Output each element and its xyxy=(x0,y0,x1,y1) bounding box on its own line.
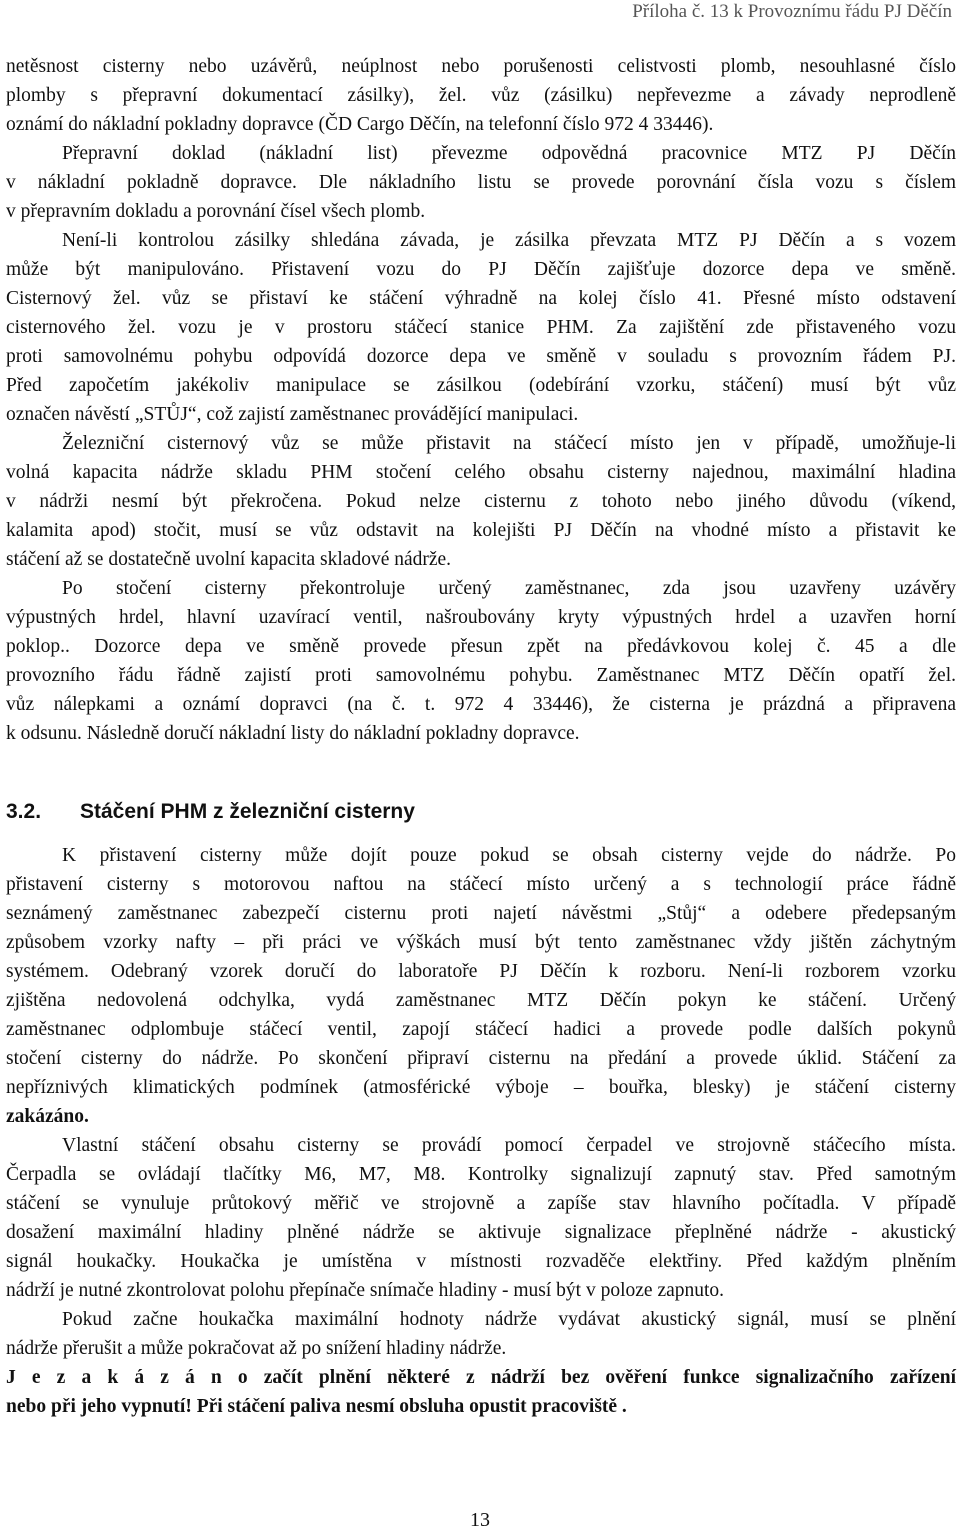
page-number: 13 xyxy=(470,1509,490,1531)
text-line: vůz nálepkami a oznámí dopravci (na č. t. 972 4 33446), že cisterna je prázdná a připravena xyxy=(6,694,956,715)
document-body xyxy=(6,52,956,1421)
text-line: signál houkačky. Houkačka je umístěna v místnosti rozvaděče elektřiny. Před každým plněním xyxy=(6,1251,956,1272)
text-line: nádrží je nutné zkontrolovat polohu přepínače snímače hladiny - musí být v poloze zapnuto. xyxy=(6,1280,725,1301)
text-line: způsobem vzorky nafty – při práci ve výškách musí být tento zaměstnanec vždy jištěn záchytným xyxy=(6,932,956,953)
text-line: Není-li kontrolou zásilky shledána závada, je zásilka převzata MTZ PJ Děčín a s vozem xyxy=(62,230,956,251)
text-line: zaměstnanec odplombuje stáčecí ventil, zapojí stáčecí hadici a provede podle dalších pokynů xyxy=(6,1019,956,1040)
text-line: k odsunu. Následně doručí nákladní listy do nákladní pokladny dopravce. xyxy=(6,723,580,744)
section-number: 3.2. xyxy=(6,800,42,823)
page-header: Příloha č. 13 k Provoznímu řádu PJ Děčín xyxy=(632,1,952,22)
text-line: volná kapacita nádrže skladu PHM stočení celého obsahu cisterny najednou, maximální hladina xyxy=(6,462,956,483)
text-line: v nákladní pokladně dopravce. Dle nákladního listu se provede porovnání čísla vozu s číslem xyxy=(6,172,956,193)
section-title: Stáčení PHM z železniční cisterny xyxy=(80,800,415,823)
text-line: Po stočení cisterny překontroluje určený zaměstnanec, zda jsou uzavřeny uzávěry xyxy=(62,578,956,599)
text-line: K přistavení cisterny může dojít pouze pokud se obsah cisterny vejde do nádrže. Po xyxy=(62,845,956,866)
text-line: výpustných hrdel, hlavní uzavírací ventil, našroubovány kryty výpustných hrdel a uzavřen horní xyxy=(6,607,956,628)
text-line: provozního řádu řádně zajistí proti samovolnému pohybu. Zaměstnanec MTZ Děčín opatří žel. xyxy=(6,665,956,686)
text-line: může být manipulováno. Přistavení vozu do PJ Děčín zajišťuje dozorce depa ve směně. xyxy=(6,259,956,280)
text-line: označen návěstí „STŮJ“, což zajistí zaměstnanec provádějící manipulaci. xyxy=(6,404,579,425)
text-line: kalamita apod) stočit, musí se vůz odstavit na kolejišti PJ Děčín na vhodné místo a přistavit ke xyxy=(6,520,956,541)
text-line: nádrže přerušit a může pokračovat až po snížení hladiny nádrže. xyxy=(6,1338,507,1359)
text-line: oznámí do nákladní pokladny dopravce (ČD Cargo Děčín, na telefonní číslo 972 4 33446). xyxy=(6,114,714,135)
text-line: plomby s přepravní dokumentací zásilky), žel. vůz (zásilku) nepřevezme a závady neprodleně xyxy=(6,85,956,106)
text-line: stáčení až se dostatečně uvolní kapacita skladové nádrže. xyxy=(6,549,452,570)
text-line: Železniční cisternový vůz se může přistavit na stáčecí místo jen v případě, umožňuje-li xyxy=(62,433,956,454)
text-line: netěsnost cisterny nebo uzávěrů, neúplnost nebo porušenosti celistvosti plomb, nesouhlasné číslo xyxy=(6,56,956,77)
text-line: stočení cisterny do nádrže. Po skončení připraví cisternu na předání a provede úklid. Stáčení za xyxy=(6,1048,956,1069)
text-line: proti samovolnému pohybu odpovídá dozorce depa ve směně v souladu s provozním řádem PJ. xyxy=(6,346,956,367)
text-line: cisternového žel. vozu je v prostoru stáčecí stanice PHM. Za zajištění zde přistaveného vozu xyxy=(6,317,956,338)
text-line: stáčení se vynuluje průtokový měřič ve strojovně a zapíše stav hlavního počítadla. V případě xyxy=(6,1193,956,1214)
text-line: nebo při jeho vypnutí! Při stáčení paliva nesmí obsluha opustit pracoviště . xyxy=(6,1396,627,1417)
text-line: zakázáno. xyxy=(6,1106,89,1127)
text-line: Přepravní doklad (nákladní list) převezme odpovědná pracovnice MTZ PJ Děčín xyxy=(62,143,956,164)
text-line: Vlastní stáčení obsahu cisterny se provádí pomocí čerpadel ve strojovně stáčecího místa. xyxy=(62,1135,956,1156)
text-line: v nádrži nesmí být překročena. Pokud nelze cisternu z tohoto nebo jiného důvodu (víkend, xyxy=(6,491,956,512)
text-line: Před započetím jakékoliv manipulace se zásilkou (odebírání vzorku, stáčení) musí být vůz xyxy=(6,375,956,396)
section-heading xyxy=(6,797,956,841)
text-line: Čerpadla se ovládají tlačítky M6, M7, M8. Kontrolky signalizují zapnutý stav. Před samotným xyxy=(6,1164,956,1185)
text-line: Cisternový žel. vůz se přistaví ke stáčení výhradně na kolej číslo 41. Přesné místo odstavení xyxy=(6,288,956,309)
text-line: J e z a k á z á n o začít plnění některé z nádrží bez ověření funkce signalizačního zařízení xyxy=(6,1367,956,1388)
text-line: systémem. Odebraný vzorek doručí do laboratoře PJ Děčín k rozboru. Není-li rozborem vzorku xyxy=(6,961,956,982)
text-line: zjištěna nedovolená odchylka, vydá zaměstnanec MTZ Děčín pokyn ke stáčení. Určený xyxy=(6,990,956,1011)
text-line: v přepravním dokladu a porovnání čísel všech plomb. xyxy=(6,201,426,222)
text-line: nepříznivých klimatických podmínek (atmosférické výboje – bouřka, blesky) je stáčení cisterny xyxy=(6,1077,956,1098)
text-line: dosažení maximální hladiny plněné nádrže se aktivuje signalizace přeplněné nádrže - akustický xyxy=(6,1222,956,1243)
text-line: Pokud začne houkačka maximální hodnoty nádrže vydávat akustický signál, musí se plnění xyxy=(62,1309,956,1330)
text-line: poklop.. Dozorce depa ve směně provede přesun zpět na předávkovou kolej č. 45 a dle xyxy=(6,636,956,657)
text-line: seznámený zaměstnanec zabezpečí cisternu proti najetí návěstmi „Stůj“ a odebere předepsaným xyxy=(6,903,956,924)
text-line: přistavení cisterny s motorovou naftou na stáčecí místo určený a s technologií práce řádně xyxy=(6,874,956,895)
